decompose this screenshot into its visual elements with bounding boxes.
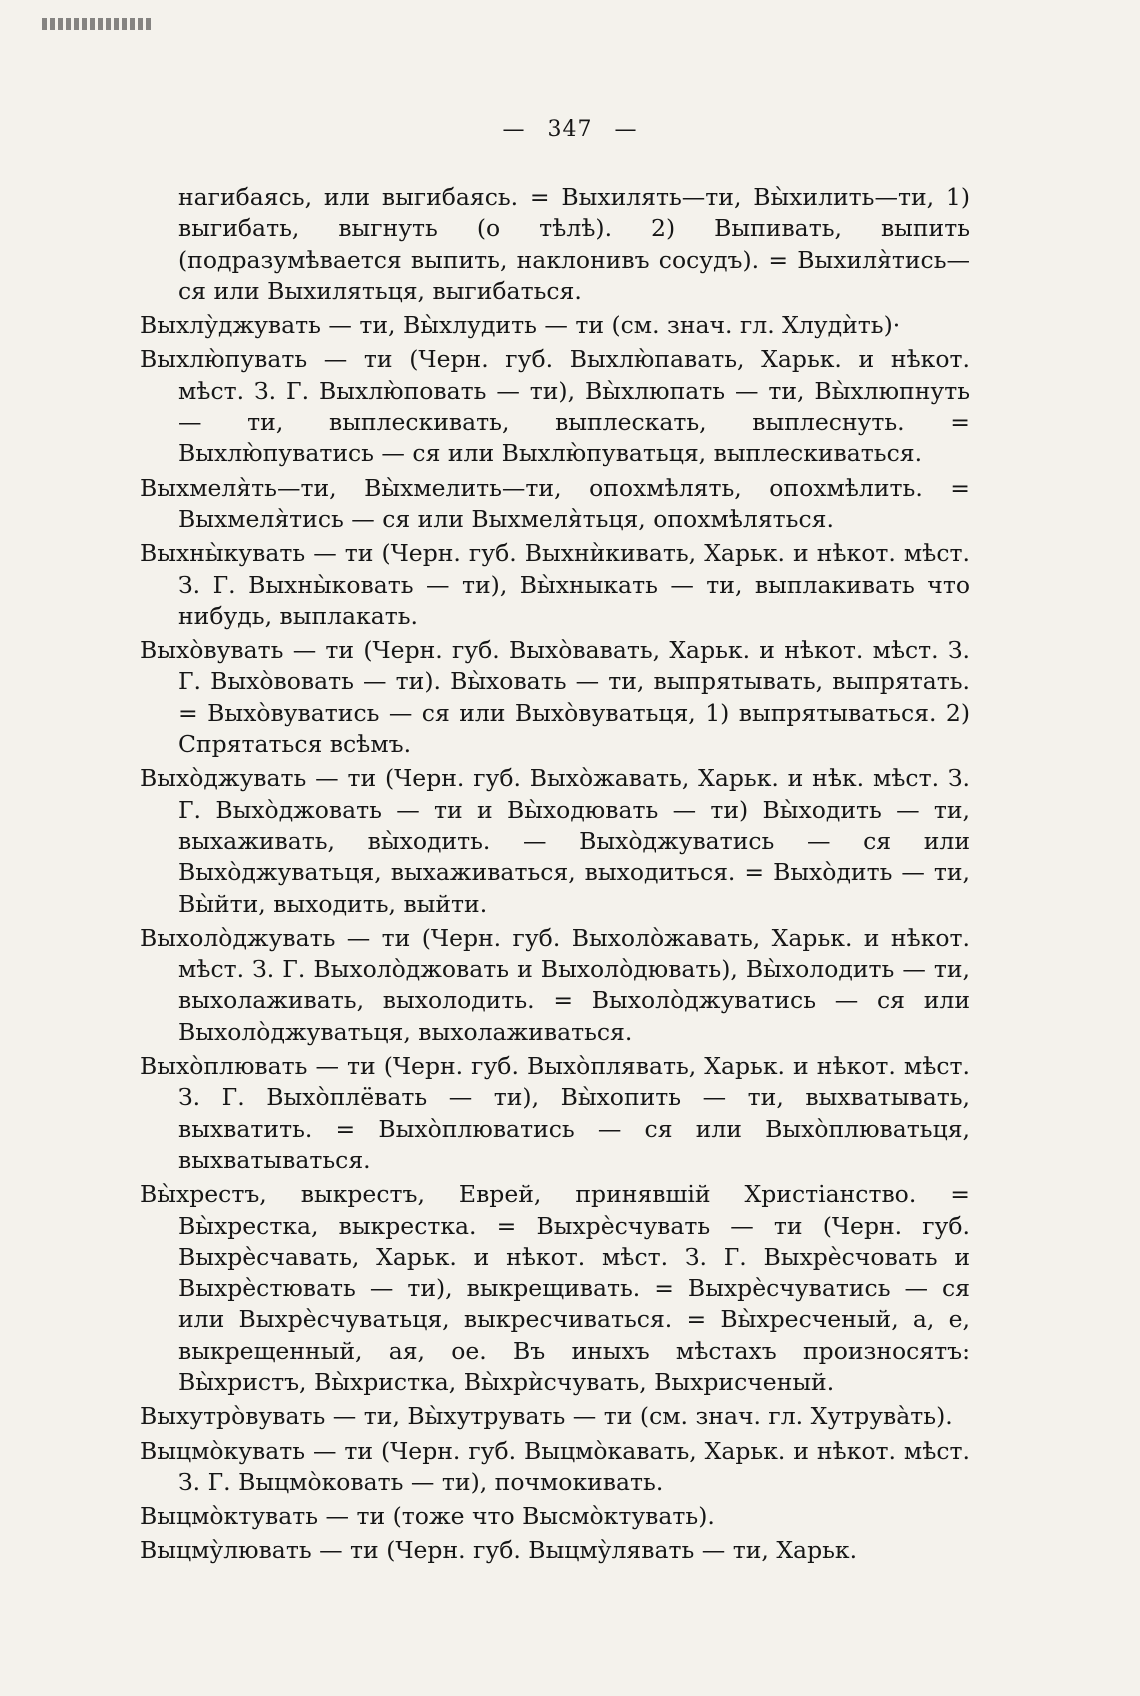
dictionary-entry: Выхлу̀джувать — ти, Вы̀хлудить — ти (см. знач. гл. Хлудѝть)· xyxy=(140,311,901,340)
ink-stain-mark xyxy=(42,18,152,30)
dictionary-entry: Выцмо̀кувать — ти (Черн. губ. Выцмо̀кавать, Харьк. и нѣкот. мѣст. З. Г. Выцмо̀ковать — ти), почмокивать. xyxy=(140,1436,970,1496)
dash-right: — xyxy=(614,117,638,142)
dictionary-entry: Выхо̀вувать — ти (Черн. губ. Выхо̀вавать, Харьк. и нѣкот. мѣст. З. Г. Выхо̀вовать — ти). Вы̀ховать — ти, выпрятывать, выпрятать. = Выхо̀вуватись — ся или Выхо̀вуватьця, 1) выпрятываться. 2) Спрятаться всѣмъ. xyxy=(140,636,970,759)
dictionary-entry: Выхлю̀пувать — ти (Черн. губ. Выхлю̀павать, Харьк. и нѣкот. мѣст. З. Г. Выхлю̀повать — ти), Вы̀хлюпать — ти, Вы̀хлюпнуть — ти, выплескивать, выплескать, выплеснуть. = Выхлю̀пуватись — ся или Выхлю̀пуватьця, выплескиваться. xyxy=(140,345,970,468)
dictionary-entry: Выхны̀кувать — ти (Черн. губ. Выхнѝкивать, Харьк. и нѣкот. мѣст. З. Г. Выхны̀ковать — ти), Вы̀хныкать — ти, выплакивать что нибудь, выплакать. xyxy=(140,539,970,630)
dictionary-entry: нагибаясь, или выгибаясь. = Выхилять—ти, Вы̀хилить—ти, 1) выгибать, выгнуть (о тѣлѣ). 2) Выпивать, выпить (подразумѣвается выпить, наклонивъ сосудъ). = Выхиля̀тись—ся или Выхилятьця, выгибаться. xyxy=(178,183,970,305)
dictionary-entry: Выцму̀лювать — ти (Черн. губ. Выцму̀лявать — ти, Харьк. xyxy=(140,1536,858,1565)
dictionary-entry: Выцмо̀ктувать — ти (тоже что Высмо̀ктувать). xyxy=(140,1502,715,1531)
dictionary-entry: Выхоло̀джувать — ти (Черн. губ. Выхоло̀жавать, Харьк. и нѣкот. мѣст. З. Г. Выхоло̀джовать и Выхоло̀дювать), Вы̀холодить — ти, выхолаживать, выхолодить. = Выхоло̀джуватись — ся или Выхоло̀джуватьця, выхолаживаться. xyxy=(140,923,970,1046)
dictionary-entry: Выхутро̀вувать — ти, Вы̀хутрувать — ти (см. знач. гл. Хутрува̀ть). xyxy=(140,1402,953,1431)
dictionary-entry: Выхо̀плювать — ти (Черн. губ. Выхо̀плявать, Харьк. и нѣкот. мѣст. З. Г. Выхо̀плёвать — ти), Вы̀хопить — ти, выхватывать, выхватить. = Выхо̀плюватись — ся или Выхо̀плюватьця, выхватываться. xyxy=(140,1052,970,1174)
dictionary-entry: Выхмеля̀ть—ти, Вы̀хмелить—ти, опохмѣлять, опохмѣлить. = Выхмеля̀тись — ся или Выхмеля̀тьця, опохмѣляться. xyxy=(140,473,970,533)
dictionary-body xyxy=(140,182,970,1570)
dictionary-entry: Выхо̀джувать — ти (Черн. губ. Выхо̀жавать, Харьк. и нѣк. мѣст. З. Г. Выхо̀джовать — ти и Вы̀ходювать — ти) Вы̀ходить — ти, выхаживать, вы̀ходить. — Выхо̀джуватись — ся или Выхо̀джуватьця, выхаживаться, выходиться. = Выхо̀дить — ти, Вы̀йти, выходить, выйти. xyxy=(140,764,970,918)
dictionary-entry: Вы̀хрестъ, выкрестъ, Еврей, принявшій Христіанство. = Вы̀хрестка, выкрестка. = Выхрѐсчувать — ти (Черн. губ. Выхрѐсчавать, Харьк. и нѣкот. мѣст. З. Г. Выхрѐсчовать и Выхрѐстювать — ти), выкрещивать. = Выхрѐсчуватись — ся или Выхрѐсчуватьця, выкресчиваться. = Вы̀хресченый, а, е, выкрещенный, ая, ое. Въ иныхъ мѣстахъ произносятъ: Вы̀христъ, Вы̀христка, Вы̀хрѝсчувать, Выхрисченый. xyxy=(140,1180,970,1396)
dash-left: — xyxy=(502,117,526,142)
page-number-header xyxy=(0,117,1140,142)
page-number: 347 xyxy=(547,117,593,142)
